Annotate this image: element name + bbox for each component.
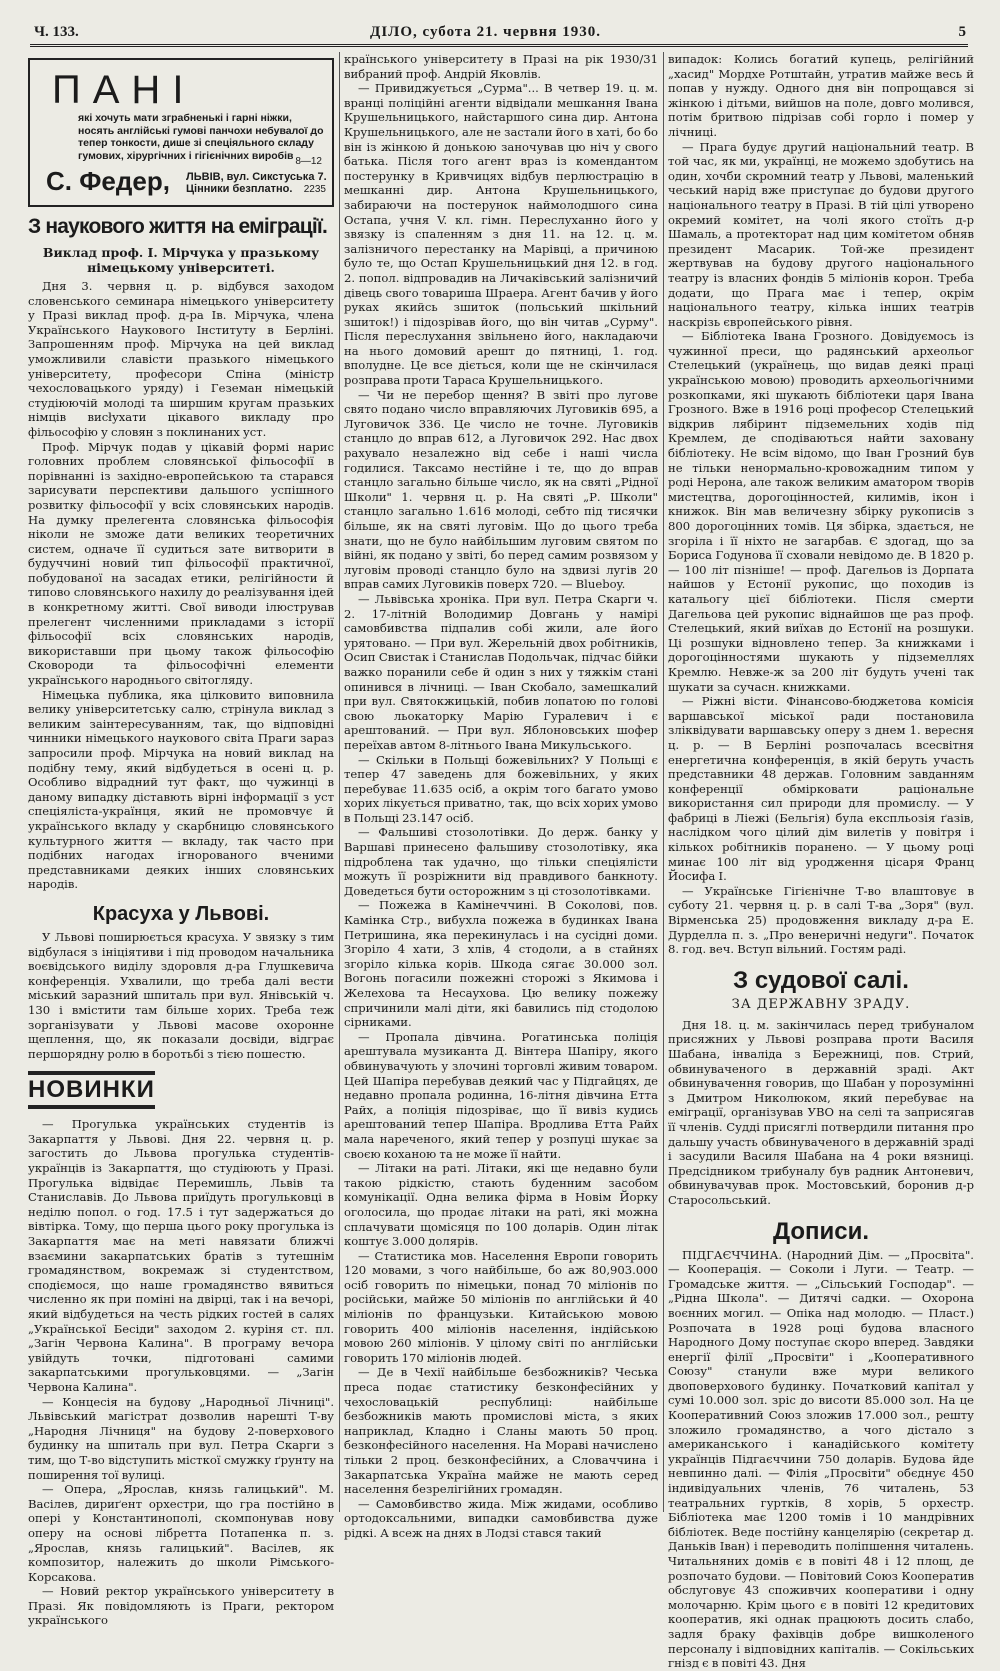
ad-ref-number: 2235 — [303, 184, 326, 195]
ad-prices: Цінники безплатно. — [186, 183, 293, 195]
news-item: — Самовбивство жида. Між жидами, особливо ортодоксальними, випадки самовбивства дуже рідкі. А всеж на днях в Лодзі стався такий — [344, 1496, 658, 1540]
news-item: — Українське Гігієнічне Т-во влаштовує в суботу 21. червня ц. р. в салі Т-ва „Зоря" (вул. Вірменська 25) продовження викладу д-ра Е. Дурделла п. з. „Про венеричні недуги". Початок 8. год. веч. Вступ вільний. Гостям раді. — [668, 883, 974, 957]
article-subheading: ЗА ДЕРЖАВНУ ЗРАДУ. — [731, 996, 911, 1012]
ad-street: ЛЬВІВ, вул. Сикстуська 7. — [186, 171, 327, 183]
page-number: 5 — [958, 24, 966, 40]
ad-number: 8—12 — [295, 156, 322, 167]
news-item: — Чи не перебор щення? В звіті про лугове свято подано число вправляючих Луговиків 695, а Луговичок 336. Це число не точне. Луговиків станцло до вправ 612, а Луговичок 292. Нас двох рахувало незалежно від себе і наші числа годилися. Таксамо нестійне і те, що до вправ станцло загально більше число, як на святі „Рідної Школи" 1. червня ц. р. На святі „Р. Школи" станцло загально 1.616 молоді, себто під тисячки більше, як на святі луговім. Що до цього треба знати, що не було найбільшим луговим святом по війні, як подано у звіті, бо перед самим розвязом у луговім проводі станцло було на здвизі лугів 20 вправ самих Луговиків поверх 720. — Blueboy. — [344, 387, 658, 592]
article-paragraph: Німецька публика, яка цілковито виповнила велику університетську салю, стрінула виклад з великим заінтересуванням, так, що відповідні чинники німецького наукового світа Праги зараз запросили проф. Мірчука на новий виклад на подібну тему, який відбудеться в осені ц. р. Особливо відрадний тут факт, що чужинці в даному випадку діставють вірні інформації з уст спеціяліста-українця, який не промовчує й українського вкладу у скарбницю словянського культурного життя — вкладу, так часто при подібних нагодах ігнорованого вченими представниками деяких інших словянських народів. — [28, 687, 334, 892]
news-item: — Пропала дівчина. Рогатинська поліція арештувала музиканта Д. Вінтера Шапіру, якого обвинувачують у злочині торговлі живим товаром. Цей Шапіра перебував деякий час у Підгайцях, де недавно пропала родинна, 16-літня дівчина Етта Райх, а поліція підозріває, що її вивіз кудись арештований тепер Шапіра. Вродлива Етта Райх мала нареченого, який тепер у розпуці шукає за своєю коханою та не може її найти. — [344, 1029, 658, 1161]
column-1 — [28, 52, 334, 1628]
news-item: країнського університету в Празі на рік 1930/31 вибраний проф. Андрій Яковлів. — [344, 52, 658, 81]
advertisement-stockings — [28, 58, 334, 207]
article-heading: Дописи. — [772, 1217, 870, 1245]
news-item: — Бібліотека Івана Грозного. Довідуємось із чужинної преси, що радянський археольог Стелецький (українець, що видав деякі праці українською мовою) проводить археольогічними розкопками, які шукають бібліотеки царя Івана Грозного. Вже в 1916 році професор Стелецький відкрив лябіринт підземельних ходів під Кремлем, де сподіваються найти заховану бібліотеку. Не всім відомо, що Іван Грозний був не тільки ненормально-кровожадним типом у роді Нерона, але також великим аматором творів мистецтва, дорогоцінностей, килимів, ікон і книжок. Він мав величезну збірку рукописів з 800 дорогоцінних томів. Ця збірка, здається, не згоріла і її ніхто не загарбав. Є здогад, що за Бориса Годунова її сховали невідомо де. В 1820 р. — 100 літ пізніше! — проф. Дагельов із Дорпата найшов у Естонії рукопис, що походив із катальогу цієї бібліотеки. Після смерти Дагельова цей рукопис віднайшов ще раз проф. Стелецький, який виїхав до Естонії на розшуки. Ці розшуки відновлено тепер. За книжками і дорогоцінностями шукають у підземеллях Кремлю. Невже-ж за 200 літ будуть учені так шукати за сучасн. книжками. — [668, 329, 974, 694]
article-heading: З наукового життя на еміграції. — [28, 215, 328, 238]
section-heading-news: НОВИНКИ — [28, 1071, 155, 1109]
news-item: — Фальшиві стозолотівки. До держ. банку у Варшаві принесено фальшиву стозолотівку, яка підроблена так удачно, що тільки спеціялісти можуть її розріжнити від правдивого банкноту. Доведеться бути осторожним з ці стозолотівками. — [344, 825, 658, 898]
issue-number: Ч. 133. — [34, 24, 79, 40]
article-heading: Красуха у Львові. — [92, 902, 270, 925]
article-paragraph: Дня 18. ц. м. закінчилась перед трибуналом присяжних у Львові розправа проти Василя Шабана, інваліда з Бережниці, пов. Стрий, обвинуваченого в державній зраді. Акт обвинувачення говорив, що Шабан у порозумінні з Дмитром Николюком, який перебуває на еміграції, організував УВО на селі та заприсягав її членів. Судді присяглі потвердили питання про дальшу участь обвинуваченого в державній зраді і засудили Василя Шабана на 4 роки вязниці. Предсідником трибуналу був радник Антоневич, обвинувачував прок. Мостовський, боронив д-р Старосольський. — [668, 1017, 974, 1207]
news-item: — Пожежа в Камінеччині. В Соколові, пов. Камінка Стр., вибухла пожежа в будинках Івана Петришина, яка перекинулась і на сусідні доми. Згоріло 4 хати, 3 хлів, 4 стодоли, а в стайнях згоріло кілька корів. Шкода сягає 30.000 зол. Вогонь погасили пожежні сторожі з Якимова і Желехова та Несаухова. Цю велику пожежу спричинили малі діти, які бавились під стодолою сірниками. — [344, 898, 658, 1030]
news-item: — Львівська хроніка. При вул. Петра Скарги ч. 2. 17-літній Володимир Довгань у намірі самовбивства підпалив собі жили, але його урятовано. — При вул. Жерельній двох робітників, Осип Свистак і Станислав Подольчак, підчас бійки важко поранили себе й один з них у тяжкім стані опинився в лічниці. — Іван Скобало, замешкалий при вул. Святокжицькій, побив лопатою по голові свою льокаторку Марію Гуралевич і є арештований. — При вул. Яблоновських шофер переїхав автом 8-літнього Івана Микульського. — [344, 591, 658, 752]
ad-title: ПАНІ — [52, 68, 196, 112]
news-item: — Новий ректор українського університету в Празі. Як повідомляють із Праги, ректором українського — [28, 1584, 334, 1628]
ad-body: які хочуть мати зграбненькі і гарні ніжки, носять англійські гумові панчохи небувалої до тепер тонкости, дише зі спеціяльного складу гумових, хірургічних і гігієнічних виробів — [78, 112, 324, 162]
column-2 — [344, 52, 658, 1540]
article-paragraph: Дня 3. червня ц. р. відбувся заходом словенського семинара німецького університету у Празі виклад проф. д-ра Ів. Мірчука, члена Українського Наукового Інституту в Берліні. Запрошенням проф. Мірчука на цей виклад уможливили славісти празького німецького університету, професори Спіна (міністр чехословацького уряду) і Геземан німецькій студіюючій молоді та ширшим кругам празьких німців висłухати цікавого викладу про фільософію у словян з поклинаних уст. — [28, 279, 334, 439]
news-item: випадок: Колись богатий купець, релігійний „хасид" Мордхе Ротштайн, утратив майже весь й попав у нужду. Одного дня він попрощався зі жінкою і дітьми, вийшов на поле, довго молився, потім бритвою підрізав собі горло і помер у лічниці. — [668, 52, 974, 139]
news-item: — Прага будує другий національний театр. В той час, як ми, українці, не можемо здобутись на один, хочби скромний театр у Львові, маленький чеський нарід вже приступає до будови другого національного театру в Празі. В тій цілі утворено окремий комітет, на чолі якого стоїть д-р Шамаль, а протекторат над цим комітетом обняв президент Масарик. Той-же президент жертвував на будову другого національного театру із власних фондів 5 міліонів корон. Треба додати, що Прага має і тепер, окрім національного театру, кілька інших театрів наскрізь європейського рівня. — [668, 139, 974, 329]
article-subheading: Виклад проф. І. Мірчука у празькому німецькому університеті. — [42, 245, 320, 275]
masthead-title-date: ДІЛО, субота 21. червня 1930. — [370, 24, 601, 40]
news-item: — Ріжні вісти. Фінансово-бюджетова комісія варшавської міської ради постановила зліквідувати варшавську оперу з днем 1. вересня ц. р. — В Берліні розпочалась всесвітня енергетична конференція, в якій беруть участь представники 48 держав. Головним завданням конференції обмірковати раціональне використання сил природи для промислу. — У фабриці в Ліежі (Бельгія) була експльозія ґазів, наслідком чого цілий дім вилетів у повітря і кількох робітників поранено. — У цьому році минає 100 літ від уродження цісаря Франц Йосифа І. — [668, 694, 974, 884]
news-item: — Скільки в Польщі божевільних? У Польщі є тепер 47 заведень для божевільних, у яких перебуває 11.635 осіб, а окрім того багато умово хорих лікується приватно, так, що всіх хорих умово в Польщі 23.147 осіб. — [344, 752, 658, 825]
ad-merchant-name: С. Федер, — [46, 166, 170, 196]
column-rule — [663, 52, 664, 1512]
article-paragraph: У Львові поширюється красуха. У звязку з тим відбулася з ініціятиви і під проводом начальника воєвідського виділу здоровля д-ра Глушкевича конференція. Ухвалили, що треба далі вести міський заразний шпиталь при вул. Янівській ч. 130 і вмістити там більше хорих. Треба теж зорганізувати у Львові масове охоронне щеплення, що, як показали досвіди, відграє першорядну ролю в боротьбі з тією пошестю. — [28, 929, 334, 1061]
column-rule — [339, 52, 340, 1512]
news-item: — Опера, „Ярослав, князь галицький". М. Васілев, дириґент орхестри, що гра постійно в опері у Константинополі, скомпонував нову оперу на основі лібретта Потапенка п. з. „Ярослав, князь галицький". Васілев, як композитор, належить до школи Рімського-Корсакова. — [28, 1482, 334, 1584]
column-3 — [668, 52, 974, 1671]
news-item: — Привиджується „Сурма"... В четвер 19. ц. м. вранці поліційні агенти відвідали мешкання Івана Крушельницького, найстаршого сина дир. Антона Крушельницького, але не застали його в хаті, бо бо він із жінкою й донькою заночував цю ніч у свого батька. Після того агент враз із комендантом постерунку в Кривчицях відбув перлюстрацію в мешканні дир. Антона Крушельницького, забираючи на постерунок наймолодшого сина Остапа, учня V. кл. гімн. Переслуханно його у звязку із спаленням з дня 11. на 12. ц. м. залізничого перестанку на Марівці, а причиною було те, що Остап Крушельницький дня 12. в год. 2. попол. відпровадив на Личаківський залізничий дівець свого товариша Шраера. Агент бачив у його руках якийсь зшиток (польський шкільний зшиток!) і підозрівав його, що він читав „Сурму". Після переслухання звільнено його, накладаючи на нього домовий арешт до пятниці, 1. год. вполудне. Це все діється, коли ще не скінчилася розправа проти Тараса Крушельницького. — [344, 81, 658, 388]
news-item: — Літаки на раті. Літаки, які ще недавно були такою рідкістю, стають буденним засобом комунікації. Одна велика фірма в Новім Йорку оголосила, що продає літаки на раті, які можна сплачувати щомісяця по 100 доларів. Один літак коштує 3.000 долярів. — [344, 1161, 658, 1249]
article-paragraph: ПІДГАЄЧЧИНА. (Народний Дім. — „Просвіта". — Кооперація. — Соколи і Луги. — Театр. — Громадське життя. — „Сільський Господар". — „Рідна Школа". — Дитячі садки. — Охорона воєнних могил. — Опіка над молодю. — Пласт.) Розпочата в 1928 році будова власного Народного Дому поступає скоро вперед. Завдяки енергії філії „Просвіти" і „Кооперативного Союзу" станули вже мури великого двоповерхового будинку. Початковий капітал у сумі 10.000 зол. зріс до висоти 85.000 зол. На це Кооперативний Союз зложив 17.000 зол., решту зложило громадянство, а чого дістало з американського і канадійського комітету українців Підгаєччини 750 доларів. Будова йде невпинно далі. — Філія „Просвіти" обєднує 450 індивідуальних членів, 76 читалень, 53 театральних гуртків, 8 хорів, 5 орхестр. Бібліотека має 1200 томів і 10 мандрівних бібліотек. Веде постійну канцелярію (секретар д. Даньків Іван) і переводить поліпшення читалень. Читальняних домів є в повіті 48 і 12 площ, де розпочато будови. — Повітовий Союз Кооператив обслуговує 43 споживчих кооперативи і одну молочарню. Крім цього є в повіті 12 кредитових кооператив, які однак працюють досить слабо, задля браку фахівців добре вишколеного персоналу і відповідних капіталів. — Сокільських гнізд є в повіті 43. Дня — [668, 1247, 974, 1671]
news-item: — Концесія на будову „Народньої Лічниці". Львівський магістрат дозволив нарешті Т-ву „Народня Лічниця" на будову 2-поверхового будинку на шпиталь при вул. Петра Скарги з тим, що Т-во відступить місткої смужку ґрунту на поширення тої вулиці. — [28, 1394, 334, 1482]
news-item: — Де в Чехії найбільше безбожників? Чеська преса подає статистику безконфесійних у чехословацькій республиці: найбільше безбожників мають промислові міста, з яких наприклад, Кладно і Сланы мають 50 проц. безконфесійного населення. На Мораві начислено тільки 2 проц. безконфесійних, а Словаччина і Закарпатська Україна майже не мають серед населення безрелігійних громадян. — [344, 1365, 658, 1497]
news-item: — Прогулька українських студентів із Закарпаття у Львові. Дня 22. червня ц. р. загостить до Львова прогулька студентів-українців із Закарпаття, що студіюють у Празі. Прогулька відвідає Перемишль, Львів та Станиславів. До Львова приїдуть прогульковці в неділю попол. о год. 17.5 і тут задержаться до вівтірка. Тому, що перша цього року прогулька із Закарпаття має на меті навязати ближчі взаємини закарпатських братів з тутешнім громадянством, вокремаж зі студентством, сподіємося, що наше громадянство вявиться численно як при поміні на двірці, так і на вечорі, який відбудеться на честь рідких гостей в салях „Української Бесіди" заходом 2. куріня ст. пл. „Загін Червона Калина". В програму вечора увійдуть точки, підготовані самими закарпатськими прогульковцями. — „Загін Червона Калина". — [28, 1117, 334, 1394]
article-heading: З судової салі. — [733, 966, 909, 994]
article-paragraph: Проф. Мірчук подав у цікавій формі нарис головних проблем словянської фільософії в порівнанні із західно-европейською та старався зарисувати перспективи дальшого успішного розвитку фільософії у всіх словянських народів. На думку прелегента словянська фільософія ніколи не зможе дати великих теоретичних систем, одначе її судиться зате витворити в будуччині новий тип фільософії практичної, побудованої на засадах етики, релігійности й типово словянського нахилу до реалізування ідей в конкретному житті. Свої виводи ілюстрував прелегент численними прикладами з історії фільософії всіх словянських народів, використавши при цьому також фільософію Сковороди та фільософічні елементи українського народнього світогляду. — [28, 439, 334, 688]
news-item: — Статистика мов. Населення Европи говорить 120 мовами, з чого найбільше, бо аж 80,903.000 осіб говорить по німецьки, понад 70 міліонів по російськи, майже 50 міліонів по англійськи й 40 міліонів по французьки. Китайською мовою говорить 400 міліонів населення, індійською мовою 260 міліонів. У цілому світі по англійськи говорить 170 міліонів людей. — [344, 1248, 658, 1365]
masthead — [30, 22, 968, 47]
